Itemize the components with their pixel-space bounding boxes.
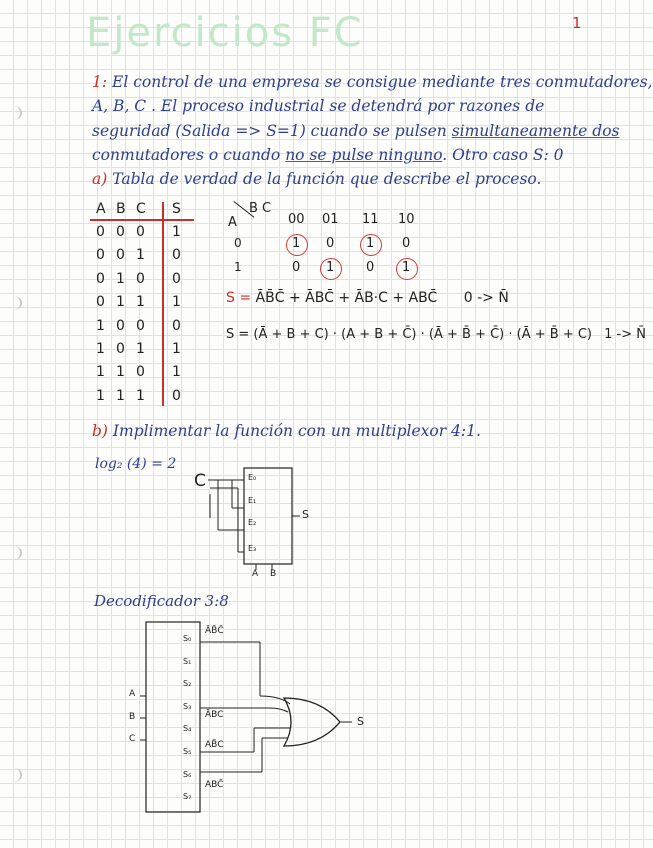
table-cell: 1 xyxy=(96,341,105,357)
kmap-group-circle xyxy=(286,234,308,256)
table-divider xyxy=(162,202,164,406)
table-cell: 1 xyxy=(172,364,181,381)
decoder-input-b: B xyxy=(129,712,136,722)
punch-hole xyxy=(6,768,22,782)
table-cell: 1 xyxy=(136,341,145,357)
mux-select-b: B xyxy=(270,569,277,579)
table-cell: 1 xyxy=(116,270,125,287)
table-cell: 0 xyxy=(96,247,105,264)
mux-output: S xyxy=(302,508,309,521)
problem-line-4: conmutadores o cuando no se pulse ninguno. Otro caso S: 0 xyxy=(92,146,564,164)
mux-input-e2: E₂ xyxy=(248,518,257,527)
problem-line-3: seguridad (Salida => S=1) cuando se pulsen simultaneamente dos xyxy=(92,122,620,140)
table-cell: 1 xyxy=(96,364,105,381)
kmap-col-header: 01 xyxy=(322,212,339,227)
decoder-diagram xyxy=(120,622,370,822)
part-b: b) Implimentar la función con un multiplexor 4:1. xyxy=(92,422,481,440)
decoder-output-pin: S₆ xyxy=(183,769,192,779)
table-cell: 1 xyxy=(136,294,145,311)
decoder-output-pin: S₂ xyxy=(183,679,192,689)
table-cell: 0 xyxy=(116,317,125,334)
decoder-output-pin: S₃ xyxy=(183,701,192,711)
table-cell: 0 xyxy=(116,224,125,240)
table-cell: 0 xyxy=(172,387,181,404)
kmap-group-circle xyxy=(320,258,342,280)
kmap-col-header: 10 xyxy=(398,212,415,227)
problem-number: 1: xyxy=(92,73,108,91)
kmap-row-header: 0 xyxy=(234,236,242,250)
kmap-cell: 0 xyxy=(326,236,335,251)
punch-hole xyxy=(6,296,22,310)
decoder-label: ĀBC xyxy=(205,710,224,720)
table-cell: 0 xyxy=(96,270,105,287)
mux-input-e1: E₁ xyxy=(248,496,257,505)
mux-select-a: A xyxy=(252,569,259,579)
decoder-label: ĀB̄C̄ xyxy=(205,626,224,636)
mux-input-e3: E₃ xyxy=(248,544,257,553)
decoder-output-pin: S₁ xyxy=(183,656,192,666)
decoder-label: AB̄C xyxy=(205,740,224,750)
decoder-output-pin: S₀ xyxy=(183,634,192,643)
mux-input-var: C xyxy=(194,471,206,491)
decoder-output-pin: S₇ xyxy=(183,792,192,802)
kmap-cell: 1 xyxy=(366,236,375,251)
decoder-output-pin: S₄ xyxy=(183,724,192,734)
table-cell: 0 xyxy=(136,270,145,287)
sop-term: ABC̄ xyxy=(408,290,438,306)
decoder-box xyxy=(146,622,200,812)
table-cell: 1 xyxy=(116,294,125,311)
table-header: C xyxy=(136,201,146,217)
decoder-title: Decodificador 3:8 xyxy=(94,592,229,610)
table-cell: 1 xyxy=(172,224,181,240)
table-cell: 0 xyxy=(136,317,145,334)
punch-hole xyxy=(6,546,22,560)
mux-input-e0: E₀ xyxy=(248,473,257,482)
page-title: Ejercicios FC xyxy=(86,10,364,56)
pos-expression: S = (Ā + B + C) · (A + B + C̄) · (Ā + B̄ + C̄) · (Ā + B̄ + C) 1 -> N̄ xyxy=(226,327,646,342)
table-cell: 1 xyxy=(116,387,125,404)
sop-note: 0 -> N̄ xyxy=(463,290,509,306)
table-header: S xyxy=(172,201,181,217)
table-cell: 1 xyxy=(96,317,105,334)
sop-term: ĀB̄C̄ xyxy=(255,290,285,306)
table-cell: 0 xyxy=(172,247,181,264)
kmap-cell: 0 xyxy=(402,236,411,251)
decoder-input-a: A xyxy=(129,689,136,699)
kmap-row-header: 1 xyxy=(234,260,242,274)
table-cell: 0 xyxy=(172,317,181,334)
table-cell: 0 xyxy=(136,224,145,240)
punch-hole xyxy=(6,106,22,120)
table-cell: 0 xyxy=(116,247,125,264)
part-a: a) Tabla de verdad de la función que describe el proceso. xyxy=(92,170,542,188)
page-number: 1 xyxy=(572,14,582,32)
or-gate xyxy=(284,698,340,746)
table-cell: 0 xyxy=(116,341,125,357)
table-cell: 1 xyxy=(172,294,181,311)
kmap-group-circle xyxy=(360,234,382,256)
decoder-output: S xyxy=(357,715,364,728)
table-header: B xyxy=(116,201,126,217)
decoder-output-pin: S₅ xyxy=(183,747,192,756)
problem-line-2: A, B, C . El proceso industrial se detendrá por razones de xyxy=(92,97,545,115)
kmap-cell: 0 xyxy=(366,260,375,275)
kmap-row-var: A xyxy=(228,215,237,230)
table-cell: 1 xyxy=(116,364,125,381)
decoder-input-c: C xyxy=(129,734,136,744)
problem-line-1: 1: El control de una empresa se consigue mediante tres conmutadores, xyxy=(92,73,653,91)
table-cell: 0 xyxy=(96,224,105,240)
kmap-cell: 0 xyxy=(292,260,301,275)
table-cell: 1 xyxy=(136,387,145,404)
table-cell: 1 xyxy=(136,247,145,264)
table-cell: 0 xyxy=(96,294,105,311)
table-cell: 1 xyxy=(96,387,105,404)
table-header-line xyxy=(90,219,194,221)
table-cell: 1 xyxy=(172,341,181,357)
kmap-group-circle xyxy=(396,258,418,280)
kmap-cell: 1 xyxy=(402,260,411,275)
table-cell: 0 xyxy=(172,270,181,287)
decoder-label: ABC̄ xyxy=(205,780,224,790)
sop-expression: S = ĀB̄C̄ + ĀBC̄ + ĀB·C + ABC̄ 0 -> N̄ xyxy=(226,290,509,306)
kmap-col-header: 11 xyxy=(362,212,379,227)
table-cell: 0 xyxy=(136,364,145,381)
log-line: log₂ (4) = 2 xyxy=(95,456,177,472)
sop-term: ĀB·C xyxy=(354,290,388,306)
kmap-cell: 1 xyxy=(292,236,301,251)
sop-term: ĀBC̄ xyxy=(305,290,334,306)
kmap-col-var: B C xyxy=(249,201,272,216)
table-header: A xyxy=(96,201,106,217)
kmap-col-header: 00 xyxy=(288,212,305,227)
kmap-cell: 1 xyxy=(326,260,335,275)
